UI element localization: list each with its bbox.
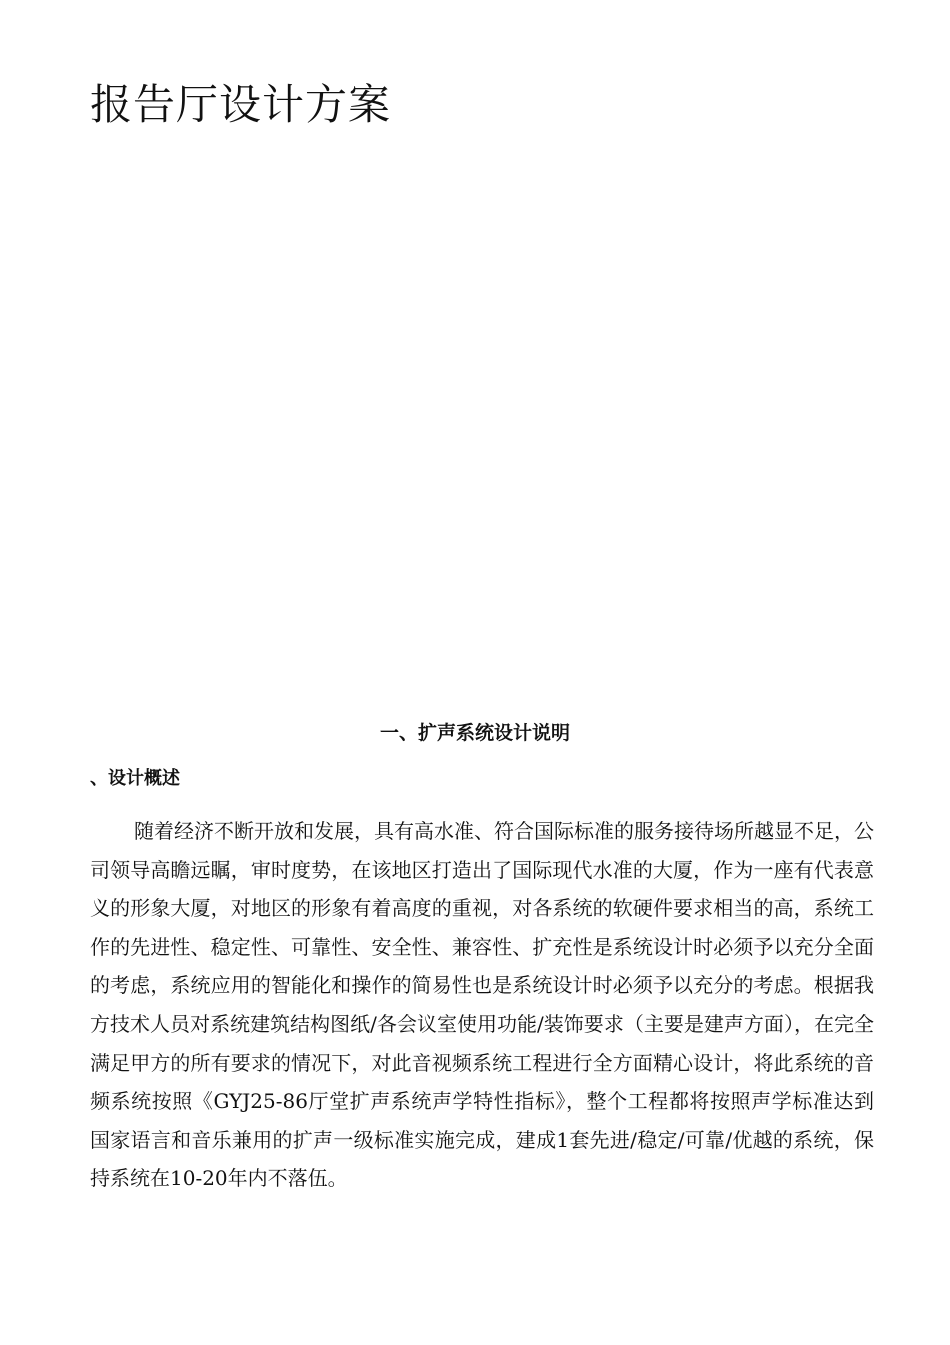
body-paragraph: 随着经济不断开放和发展，具有高水准、符合国际标准的服务接待场所越显不足，公司领导高瞻远瞩，审时度势，在该地区打造出了国际现代水准的大厦，作为一座有代表意义的形象大厦，对地区的形象有着高度的重视，对各系统的软硬件要求相当的高，系统工作的先进性、稳定性、可靠性、安全性、兼容性、扩充性是系统设计时必须予以充分全面的考虑，系统应用的智能化和操作的简易性也是系统设计时必须予以充分的考虑。根据我方技术人员对系统建筑结构图纸/各会议室使用功能/装饰要求（主要是建声方面），在完全满足甲方的所有要求的情况下，对此音视频系统工程进行全方面精心设计，将此系统的音频系统按照《GYJ25-86厅堂扩声系统声学特性指标》，整个工程都将按照声学标准达到国家语言和音乐兼用的扩声一级标准实施完成，建成1套先进/稳定/可靠/优越的系统，保持系统在10-20年内不落伍。 bbox=[90, 819, 874, 1191]
sub-heading: 、设计概述 bbox=[90, 768, 180, 789]
page-title: 报告厅设计方案 bbox=[90, 80, 392, 129]
section-heading: 一、扩声系统设计说明 bbox=[379, 722, 570, 744]
